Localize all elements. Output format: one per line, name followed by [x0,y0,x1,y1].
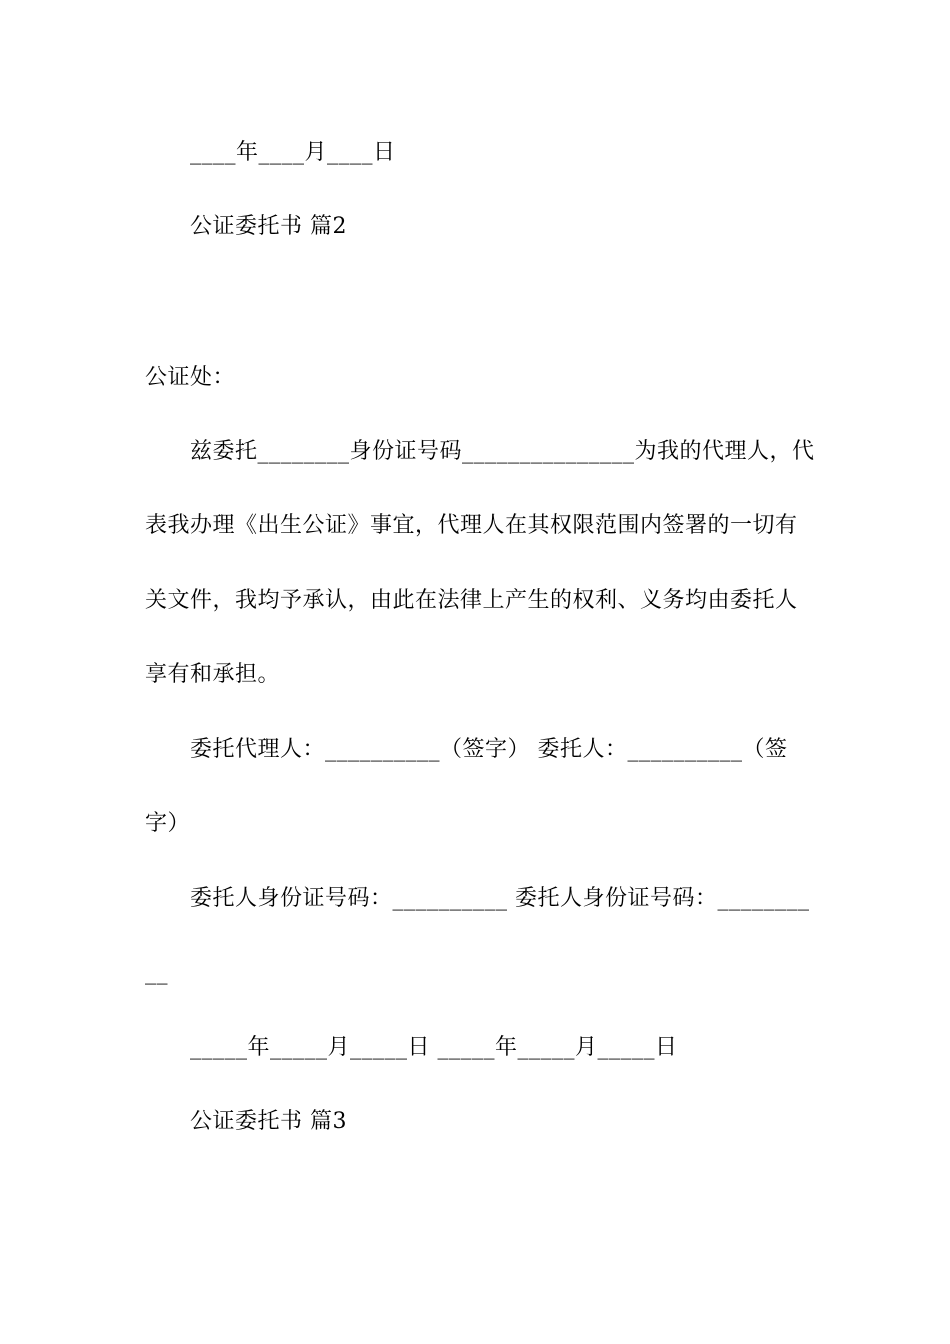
signature-line-continued: 字） [145,811,191,836]
body-text-line: 兹委托________身份证号码_______________为我的代理人，代 [190,439,815,464]
id-number-line-continued: __ [145,960,168,985]
body-text-line: 表我办理《出生公证》事宜，代理人在其权限范围内签署的一切有 [145,513,798,538]
section-heading: 公证委托书 篇3 [190,1109,347,1134]
section-heading: 公证委托书 篇2 [190,214,347,239]
body-text-line: 关文件，我均予承认，由此在法律上产生的权利、义务均由委托人 [145,588,798,613]
body-text-line: 享有和承担。 [145,662,281,687]
addressee: 公证处： [145,365,236,390]
date-line: ____年____月____日 [190,140,396,165]
date-line: _____年_____月_____日 _____年_____月_____日 [190,1035,678,1060]
id-number-line: 委托人身份证号码：__________ 委托人身份证号码：________ [190,886,810,911]
signature-line: 委托代理人：__________（签字） 委托人：__________（签 [190,737,788,762]
